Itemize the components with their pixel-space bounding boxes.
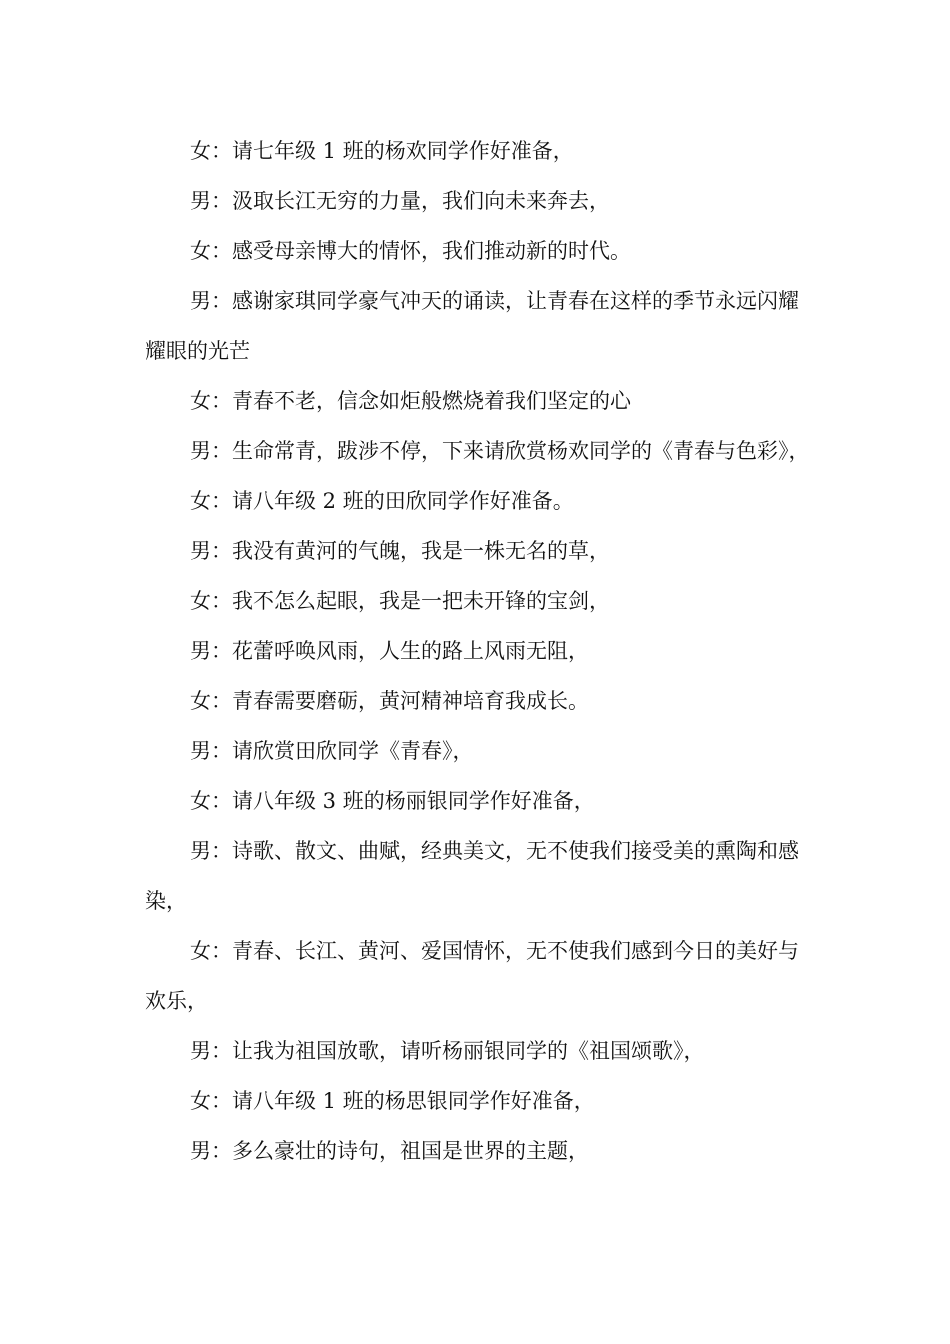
paragraph-3: 女：感受母亲博大的情怀，我们推动新的时代。 bbox=[190, 239, 631, 263]
paragraph-10: 男：花蕾呼唤风雨，人生的路上风雨无阻， bbox=[190, 639, 589, 663]
paragraph-1: 女：请七年级 1 班的杨欢同学作好准备， bbox=[190, 139, 574, 163]
paragraph-15: 女：青春、长江、黄河、爱国情怀，无不使我们感到今日的美好与欢乐， bbox=[145, 939, 799, 1013]
paragraph-7: 女：请八年级 2 班的田欣同学作好准备。 bbox=[190, 489, 574, 513]
paragraph-8: 男：我没有黄河的气魄，我是一株无名的草， bbox=[190, 539, 610, 563]
paragraph-12: 男：请欣赏田欣同学《青春》， bbox=[190, 739, 474, 763]
paragraph-11: 女：青春需要磨砺，黄河精神培育我成长。 bbox=[190, 689, 589, 713]
paragraph-9: 女：我不怎么起眼，我是一把未开锋的宝剑， bbox=[190, 589, 610, 613]
paragraph-18: 男：多么豪壮的诗句，祖国是世界的主题， bbox=[190, 1139, 589, 1163]
paragraph-6: 男：生命常青，跋涉不停，下来请欣赏杨欢同学的《青春与色彩》， bbox=[190, 439, 810, 463]
paragraph-13: 女：请八年级 3 班的杨丽银同学作好准备， bbox=[190, 789, 595, 813]
paragraph-5: 女：青春不老，信念如炬般燃烧着我们坚定的心 bbox=[190, 389, 631, 413]
paragraph-17: 女：请八年级 1 班的杨思银同学作好准备， bbox=[190, 1089, 595, 1113]
paragraph-14: 男：诗歌、散文、曲赋，经典美文，无不使我们接受美的熏陶和感染， bbox=[145, 839, 799, 913]
paragraph-4: 男：感谢家琪同学豪气冲天的诵读，让青春在这样的季节永远闪耀耀眼的光芒 bbox=[145, 289, 799, 363]
paragraph-16: 男：让我为祖国放歌，请听杨丽银同学的《祖国颂歌》， bbox=[190, 1039, 705, 1063]
paragraph-2: 男：汲取长江无穷的力量，我们向未来奔去， bbox=[190, 189, 610, 213]
document-body bbox=[145, 126, 810, 1176]
